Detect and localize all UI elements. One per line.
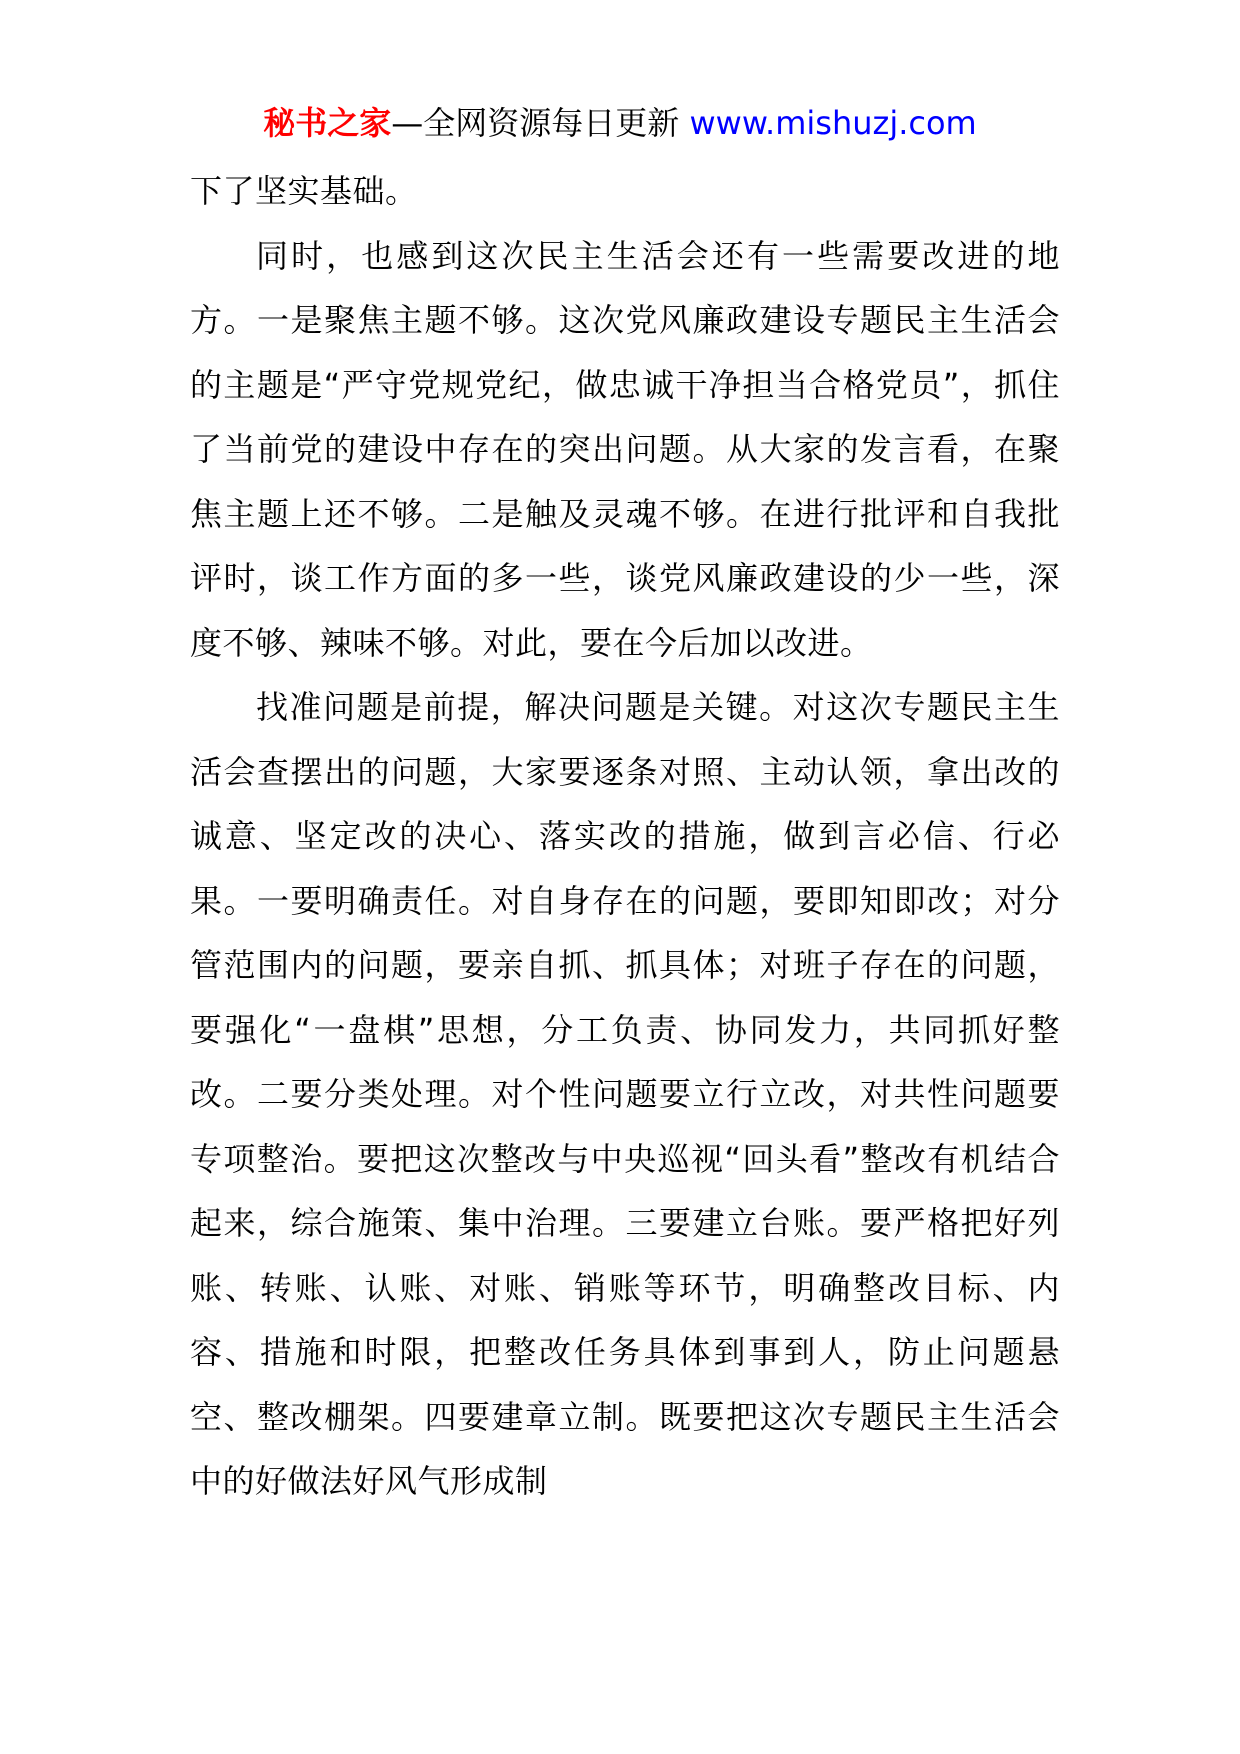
header-tagline: —全网资源每日更新 xyxy=(391,104,680,142)
document-body xyxy=(190,159,1060,1514)
header-brand: 秘书之家 xyxy=(263,104,392,142)
header-url-link[interactable]: www.mishuzj.com xyxy=(689,104,977,142)
page-header xyxy=(0,101,1240,145)
paragraph: 同时，也感到这次民主生活会还有一些需要改进的地方。一是聚焦主题不够。这次党风廉政建设专题民主生活会的主题是“严守党规党纪，做忠诚干净担当合格党员”，抓住了当前党的建设中存在的突出问题。从大家的发言看，在聚焦主题上还不够。二是触及灵魂不够。在进行批评和自我批评时，谈工作方面的多一些，谈党风廉政建设的少一些，深度不够、辣味不够。对此，要在今后加以改进。 xyxy=(190,236,1060,662)
paragraph-continuation: 下了坚实基础。 xyxy=(190,172,418,210)
paragraph: 找准问题是前提，解决问题是关键。对这次专题民主生活会查摆出的问题，大家要逐条对照、主动认领，拿出改的诚意、坚定改的决心、落实改的措施，做到言必信、行必果。一要明确责任。对自身存在的问题，要即知即改；对分管范围内的问题，要亲自抓、抓具体；对班子存在的问题，要强化“一盘棋”思想，分工负责、协同发力，共同抓好整改。二要分类处理。对个性问题要立行立改，对共性问题要专项整治。要把这次整改与中央巡视“回头看”整改有机结合起来，综合施策、集中治理。三要建立台账。要严格把好列账、转账、认账、对账、销账等环节，明确整改目标、内容、措施和时限，把整改任务具体到事到人，防止问题悬空、整改棚架。四要建章立制。既要把这次专题民主生活会中的好做法好风气形成制 xyxy=(190,688,1060,1500)
